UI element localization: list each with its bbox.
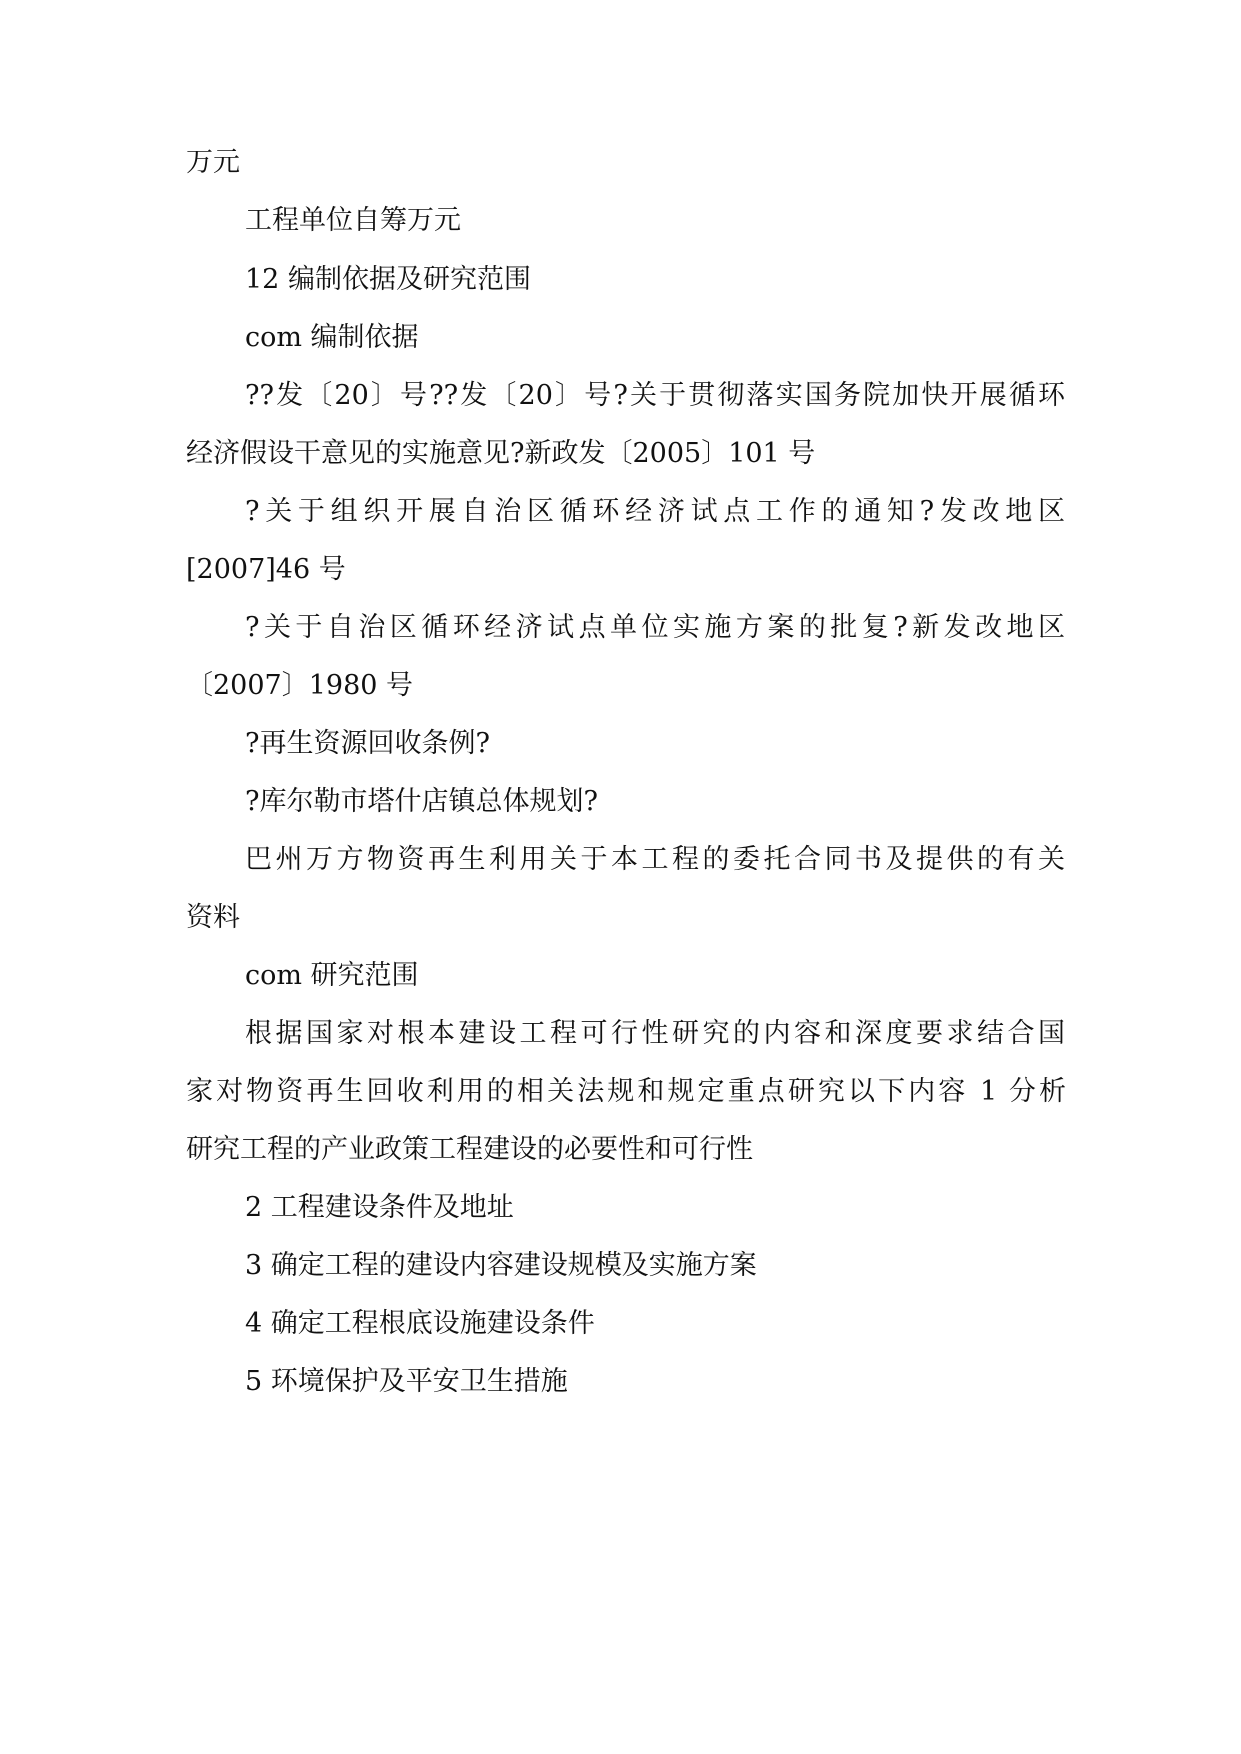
text-line: 家对物资再生回收利用的相关法规和规定重点研究以下内容 1 分析	[186, 1076, 1066, 1107]
section-heading: 12 编制依据及研究范围	[245, 264, 531, 295]
text-line: 万元	[186, 147, 240, 178]
list-item: 4 确定工程根底设施建设条件	[245, 1308, 595, 1339]
text-line: 根据国家对根本建设工程可行性研究的内容和深度要求结合国	[245, 1018, 1065, 1049]
text-line: ??发〔20〕号??发〔20〕号?关于贯彻落实国务院加快开展循环	[245, 380, 1065, 411]
text-line: 巴州万方物资再生利用关于本工程的委托合同书及提供的有关	[245, 844, 1065, 875]
text-line: 资料	[186, 902, 240, 933]
text-line: 经济假设干意见的实施意见?新政发〔2005〕101 号	[186, 438, 816, 469]
subsection-heading: com 编制依据	[245, 322, 419, 353]
text-line: 工程单位自筹万元	[245, 205, 461, 236]
text-line: [2007]46 号	[186, 554, 346, 585]
text-line: ?库尔勒市塔什店镇总体规划?	[245, 786, 598, 817]
text-line: 〔2007〕1980 号	[186, 670, 414, 701]
list-item: 3 确定工程的建设内容建设规模及实施方案	[245, 1250, 757, 1281]
text-line: ?关于自治区循环经济试点单位实施方案的批复?新发改地区	[245, 612, 1065, 643]
list-item: 2 工程建设条件及地址	[245, 1192, 514, 1223]
text-line: ?关于组织开展自治区循环经济试点工作的通知?发改地区	[245, 496, 1065, 527]
text-line: 研究工程的产业政策工程建设的必要性和可行性	[186, 1134, 753, 1165]
text-line: ?再生资源回收条例?	[245, 728, 490, 759]
list-item: 5 环境保护及平安卫生措施	[245, 1366, 568, 1397]
subsection-heading: com 研究范围	[245, 960, 419, 991]
